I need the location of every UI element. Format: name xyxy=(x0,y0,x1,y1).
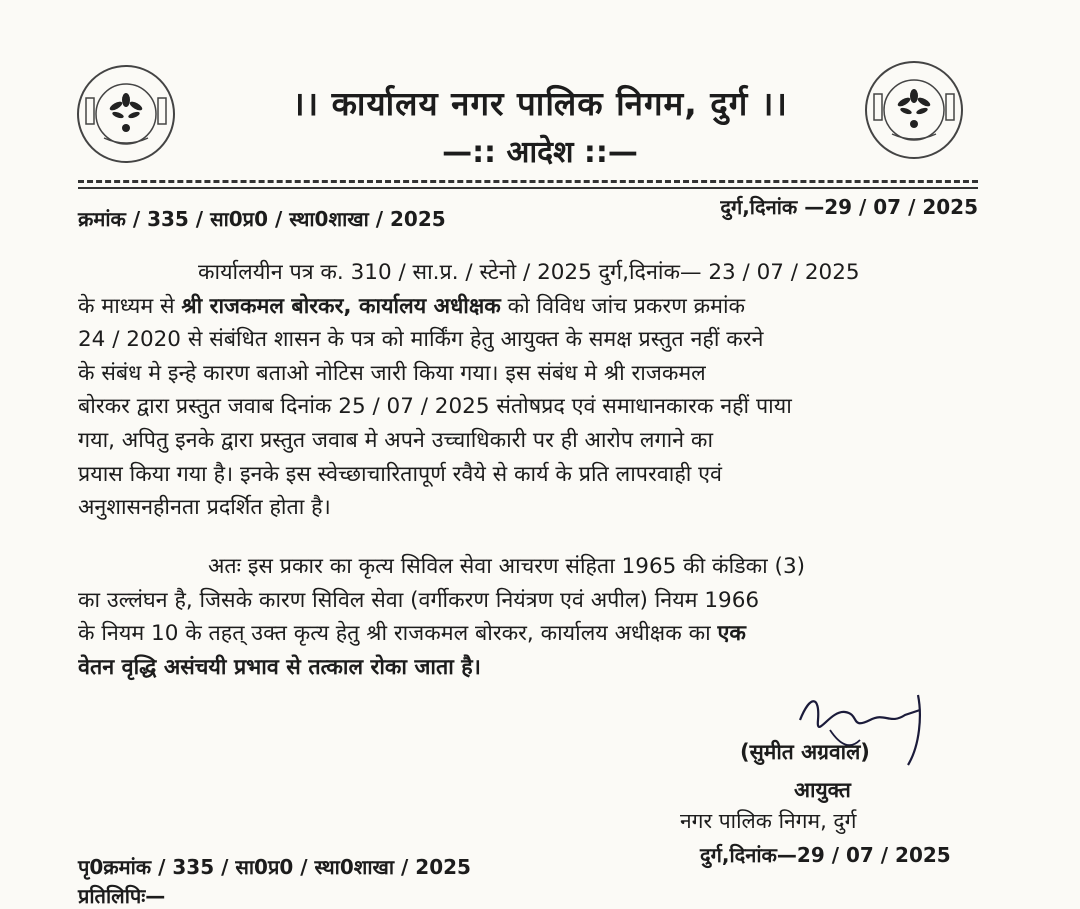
para1-text: को विविध जांच प्रकरण क्रमांक xyxy=(500,293,746,319)
municipal-seal-right xyxy=(862,58,966,162)
para2-text: के नियम 10 के तहत् उक्त कृत्य हेतु श्री राजकमल बोरकर, कार्यालय अधीक्षक का xyxy=(78,621,718,647)
endorsement-number: पृ0क्रमांक / 335 / सा0प्र0 / स्था0शाखा / 2025 xyxy=(78,855,471,879)
order-paragraph-1 xyxy=(78,256,980,525)
signatory-name: (सुमीत अग्रवाल) xyxy=(740,740,870,764)
para1-line: 24 / 2020 से संबंधित शासन के पत्र को मार्किंग हेतु आयुक्त के समक्ष प्रस्तुत नहीं करने xyxy=(78,327,764,353)
signatory-date: दुर्ग,दिनांक—29 / 07 / 2025 xyxy=(700,843,951,867)
office-title: ।। कार्यालय नगर पालिक निगम, दुर्ग ।। xyxy=(292,84,788,123)
officer-name-designation: श्री राजकमल बोरकर, कार्यालय अधीक्षक xyxy=(181,293,501,319)
para2-line xyxy=(78,617,980,651)
signature-block xyxy=(680,690,980,870)
signatory-office: नगर पालिक निगम, दुर्ग xyxy=(680,809,857,833)
signatory-title: आयुक्त xyxy=(794,778,851,802)
para1-line: गया, अपितु इनके द्वारा प्रस्तुत जवाब मे अपने उच्चाधिकारी पर ही आरोप लगाने का xyxy=(78,427,714,453)
order-paragraph-2 xyxy=(78,550,980,684)
para1-line: प्रयास किया गया है। इनके इस स्वेच्छाचारितापूर्ण रवैये से कार्य के प्रति लापरवाही एवं xyxy=(78,461,722,487)
para1-line: कार्यालयीन पत्र क. 310 / सा.प्र. / स्टेनो / 2025 दुर्ग,दिनांक— 23 / 07 / 2025 xyxy=(198,260,860,285)
order-title: —:: आदेश ::— xyxy=(442,135,638,170)
para1-line xyxy=(78,290,980,324)
reference-number: क्रमांक / 335 / सा0प्र0 / स्था0शाखा / 2025 xyxy=(78,207,446,231)
para1-text: के माध्यम से xyxy=(78,293,182,319)
penalty-line: वेतन वृद्धि असंचयी प्रभाव से तत्काल रोका जाता है। xyxy=(78,654,481,680)
para1-line: अनुशासनहीनता प्रदर्शित होता है। xyxy=(78,495,331,521)
header-divider xyxy=(78,180,978,183)
copy-to-label: प्रतिलिपिः— xyxy=(78,884,166,908)
para2-line: अतः इस प्रकार का कृत्य सिविल सेवा आचरण संहिता 1965 की कंडिका (3) xyxy=(208,554,806,579)
para1-line: बोरकर द्वारा प्रस्तुत जवाब दिनांक 25 / 07 / 2025 संतोषप्रद एवं समाधानकारक नहीं पाया xyxy=(78,394,792,420)
para1-line: के संबंध मे इन्हे कारण बताओ नोटिस जारी किया गया। इस संबंध मे श्री राजकमल xyxy=(78,360,706,386)
reference-date: दुर्ग,दिनांक —29 / 07 / 2025 xyxy=(720,195,978,219)
header-divider-line xyxy=(78,187,978,189)
penalty-text: एक xyxy=(717,621,746,647)
para2-line: का उल्लंघन है, जिसके कारण सिविल सेवा (वर्गीकरण नियंत्रण एवं अपील) नियम 1966 xyxy=(78,587,760,613)
municipal-seal-left xyxy=(74,62,178,166)
